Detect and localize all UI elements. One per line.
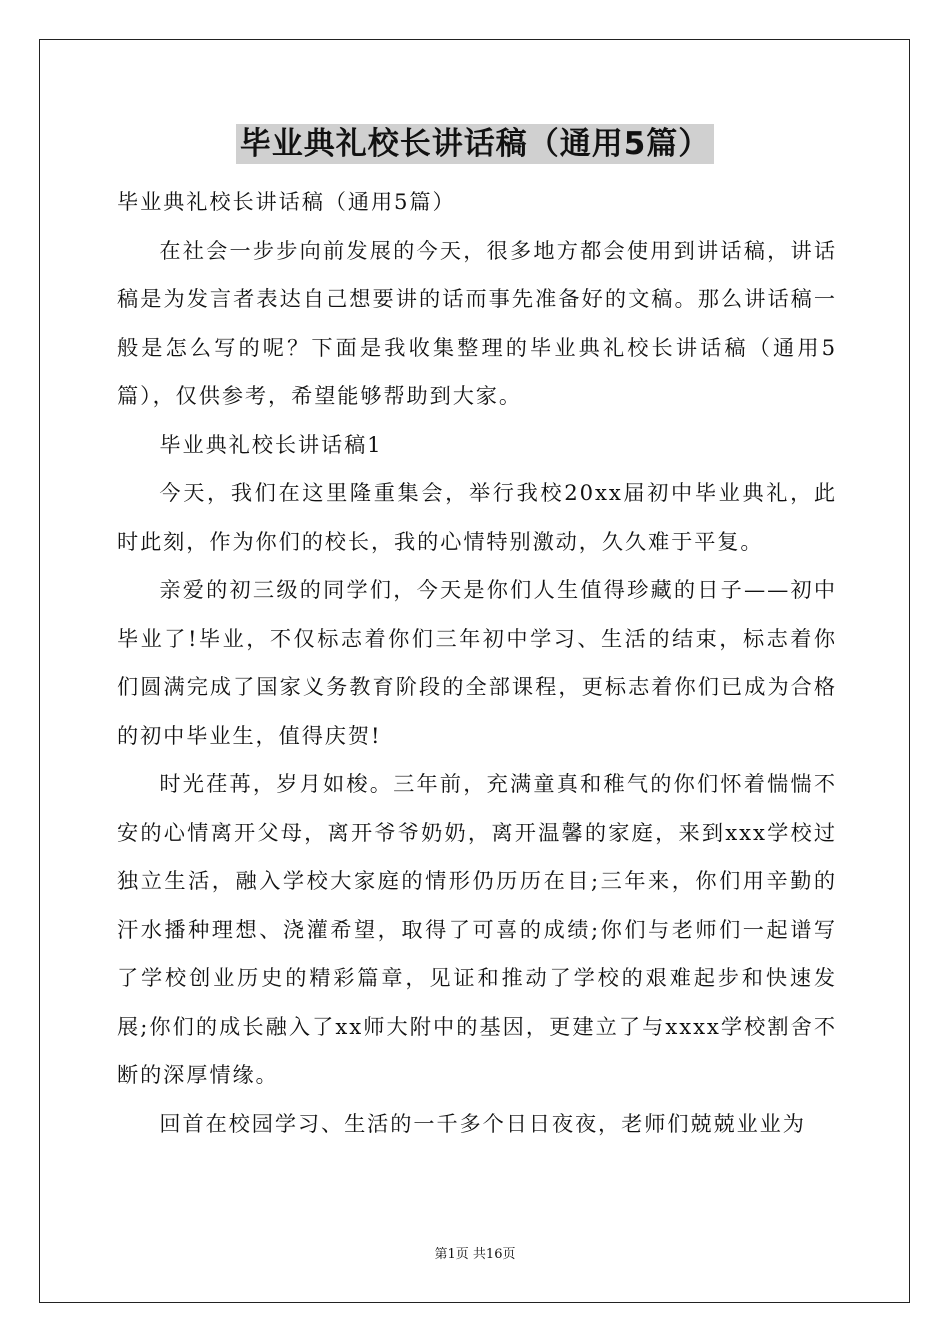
intro-paragraph: 在社会一步步向前发展的今天，很多地方都会使用到讲话稿，讲话稿是为发言者表达自己想要讲的话而事先准备好的文稿。那么讲话稿一般是怎么写的呢？下面是我收集整理的毕业典礼校长讲话稿（通用5篇），仅供参考，希望能够帮助到大家。 [117, 237, 837, 408]
body-paragraph: 回首在校园学习、生活的一千多个日日夜夜，老师们兢兢业业为 [159, 1110, 806, 1136]
section-heading: 毕业典礼校长讲话稿1 [159, 431, 383, 457]
page-number: 第1页 共16页 [434, 1247, 516, 1262]
document-body [117, 178, 837, 1148]
body-paragraph: 今天，我们在这里隆重集会，举行我校20xx届初中毕业典礼，此时此刻，作为你们的校长，我的心情特别激动，久久难于平复。 [117, 480, 837, 554]
title-container [0, 124, 950, 164]
body-paragraph: 亲爱的初三级的同学们，今天是你们人生值得珍藏的日子——初中毕业了!毕业，不仅标志着你们三年初中学习、生活的结束，标志着你们圆满完成了国家义务教育阶段的全部课程，更标志着你们已成为合格的初中毕业生，值得庆贺! [117, 577, 837, 748]
body-paragraph: 时光荏苒，岁月如梭。三年前，充满童真和稚气的你们怀着惴惴不安的心情离开父母，离开爷爷奶奶，离开温馨的家庭，来到xxx学校过独立生活，融入学校大家庭的情形仍历历在目;三年来，你们用辛勤的汗水播种理想、浇灌希望，取得了可喜的成绩;你们与老师们一起谱写了学校创业历史的精彩篇章，见证和推动了学校的艰难起步和快速发展;你们的成长融入了xx师大附中的基因，更建立了与xxxx学校割舍不断的深厚情缘。 [117, 771, 837, 1087]
subtitle-paragraph: 毕业典礼校长讲话稿（通用5篇） [117, 189, 456, 214]
document-title: 毕业典礼校长讲话稿（通用5篇） [236, 124, 715, 164]
